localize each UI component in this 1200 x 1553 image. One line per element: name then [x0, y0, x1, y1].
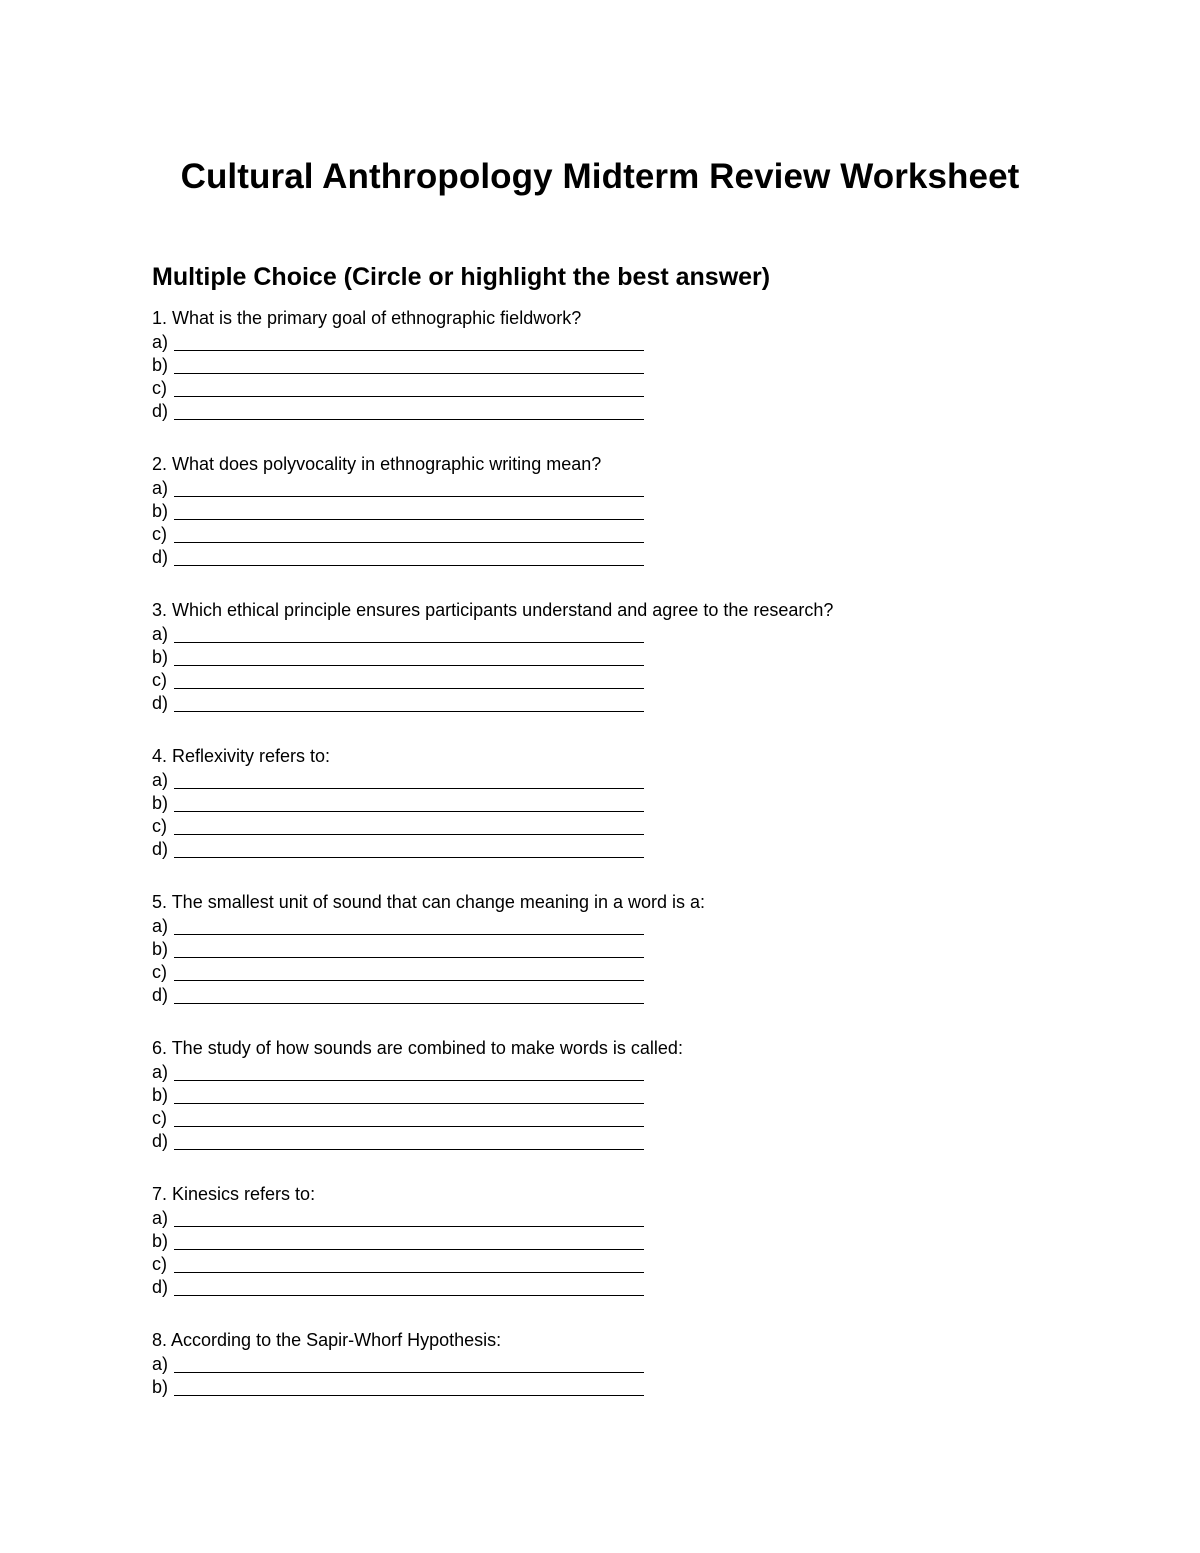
- option-letter: b): [152, 501, 169, 521]
- answer-option: [152, 791, 1112, 814]
- answer-blank-line[interactable]: [174, 1109, 644, 1127]
- answer-option: [152, 622, 1112, 645]
- question-5: [152, 890, 1112, 1036]
- question-7: [152, 1182, 1112, 1328]
- answer-option: [152, 330, 1112, 353]
- answer-option: [152, 668, 1112, 691]
- option-letter: d): [152, 985, 169, 1005]
- option-letter: c): [152, 962, 167, 982]
- question-text: 2. What does polyvocality in ethnographic writing mean?: [152, 454, 602, 474]
- answer-option: [152, 1206, 1112, 1229]
- answer-option: [152, 376, 1112, 399]
- option-letter: a): [152, 1354, 169, 1374]
- answer-blank-line[interactable]: [174, 1063, 644, 1081]
- answer-option: [152, 837, 1112, 860]
- answer-blank-line[interactable]: [174, 963, 644, 981]
- option-letter: c): [152, 1254, 167, 1274]
- option-letter: c): [152, 670, 167, 690]
- answer-option: [152, 1129, 1112, 1152]
- option-letter: c): [152, 816, 167, 836]
- answer-option: [152, 645, 1112, 668]
- answer-blank-line[interactable]: [174, 940, 644, 958]
- question-text: 4. Reflexivity refers to:: [152, 746, 331, 766]
- section-heading: Multiple Choice (Circle or highlight the best answer): [152, 263, 771, 291]
- option-letter: a): [152, 770, 169, 790]
- answer-option: [152, 768, 1112, 791]
- answer-option: [152, 545, 1112, 568]
- question-list: [152, 306, 1112, 1474]
- answer-blank-line[interactable]: [174, 840, 644, 858]
- question-2: [152, 452, 1112, 598]
- answer-option: [152, 937, 1112, 960]
- option-letter: b): [152, 793, 169, 813]
- answer-blank-line[interactable]: [174, 379, 644, 397]
- question-3: [152, 598, 1112, 744]
- answer-blank-line[interactable]: [174, 402, 644, 420]
- answer-option: [152, 1083, 1112, 1106]
- answer-option: [152, 960, 1112, 983]
- answer-blank-line[interactable]: [174, 694, 644, 712]
- option-letter: b): [152, 1231, 169, 1251]
- question-text: 8. According to the Sapir-Whorf Hypothesis:: [152, 1330, 502, 1350]
- answer-option: [152, 983, 1112, 1006]
- option-letter: d): [152, 1131, 169, 1151]
- answer-blank-line[interactable]: [174, 1232, 644, 1250]
- answer-blank-line[interactable]: [174, 648, 644, 666]
- answer-option: [152, 476, 1112, 499]
- option-letter: d): [152, 401, 169, 421]
- answer-option: [152, 1229, 1112, 1252]
- answer-blank-line[interactable]: [174, 1278, 644, 1296]
- answer-blank-line[interactable]: [174, 917, 644, 935]
- answer-option: [152, 1352, 1112, 1375]
- answer-blank-line[interactable]: [174, 502, 644, 520]
- answer-blank-line[interactable]: [174, 1255, 644, 1273]
- answer-option: [152, 914, 1112, 937]
- option-letter: a): [152, 1062, 169, 1082]
- answer-blank-line[interactable]: [174, 817, 644, 835]
- answer-blank-line[interactable]: [174, 1086, 644, 1104]
- answer-blank-line[interactable]: [174, 1132, 644, 1150]
- answer-option: [152, 1375, 1112, 1398]
- question-text: 7. Kinesics refers to:: [152, 1184, 316, 1204]
- question-text: 3. Which ethical principle ensures participants understand and agree to the research?: [152, 600, 834, 620]
- question-6: [152, 1036, 1112, 1182]
- answer-blank-line[interactable]: [174, 525, 644, 543]
- option-letter: b): [152, 939, 169, 959]
- answer-blank-line[interactable]: [174, 356, 644, 374]
- answer-option: [152, 814, 1112, 837]
- answer-blank-line[interactable]: [174, 479, 644, 497]
- answer-blank-line[interactable]: [174, 794, 644, 812]
- option-letter: d): [152, 839, 169, 859]
- option-letter: a): [152, 332, 169, 352]
- question-text: 1. What is the primary goal of ethnographic fieldwork?: [152, 308, 582, 328]
- answer-option: [152, 1275, 1112, 1298]
- answer-blank-line[interactable]: [174, 333, 644, 351]
- answer-blank-line[interactable]: [174, 671, 644, 689]
- answer-blank-line[interactable]: [174, 625, 644, 643]
- option-letter: d): [152, 693, 169, 713]
- option-letter: a): [152, 1208, 169, 1228]
- option-letter: d): [152, 547, 169, 567]
- answer-blank-line[interactable]: [174, 1355, 644, 1373]
- answer-option: [152, 1252, 1112, 1275]
- option-letter: c): [152, 1108, 167, 1128]
- page-title: Cultural Anthropology Midterm Review Worksheet: [180, 157, 1020, 196]
- answer-option: [152, 353, 1112, 376]
- question-text: 5. The smallest unit of sound that can change meaning in a word is a:: [152, 892, 705, 912]
- answer-option: [152, 1106, 1112, 1129]
- answer-option: [152, 399, 1112, 422]
- question-1: [152, 306, 1112, 452]
- answer-option: [152, 1060, 1112, 1083]
- answer-option: [152, 522, 1112, 545]
- option-letter: d): [152, 1277, 169, 1297]
- answer-option: [152, 499, 1112, 522]
- answer-option: [152, 691, 1112, 714]
- question-text: 6. The study of how sounds are combined to make words is called:: [152, 1038, 683, 1058]
- answer-blank-line[interactable]: [174, 1209, 644, 1227]
- answer-blank-line[interactable]: [174, 986, 644, 1004]
- answer-blank-line[interactable]: [174, 548, 644, 566]
- question-8: [152, 1328, 1112, 1474]
- option-letter: a): [152, 916, 169, 936]
- option-letter: c): [152, 378, 167, 398]
- option-letter: a): [152, 478, 169, 498]
- option-letter: c): [152, 524, 167, 544]
- option-letter: b): [152, 1085, 169, 1105]
- option-letter: b): [152, 355, 169, 375]
- answer-blank-line[interactable]: [174, 1378, 644, 1396]
- option-letter: b): [152, 1377, 169, 1397]
- answer-blank-line[interactable]: [174, 771, 644, 789]
- option-letter: b): [152, 647, 169, 667]
- option-letter: a): [152, 624, 169, 644]
- question-4: [152, 744, 1112, 890]
